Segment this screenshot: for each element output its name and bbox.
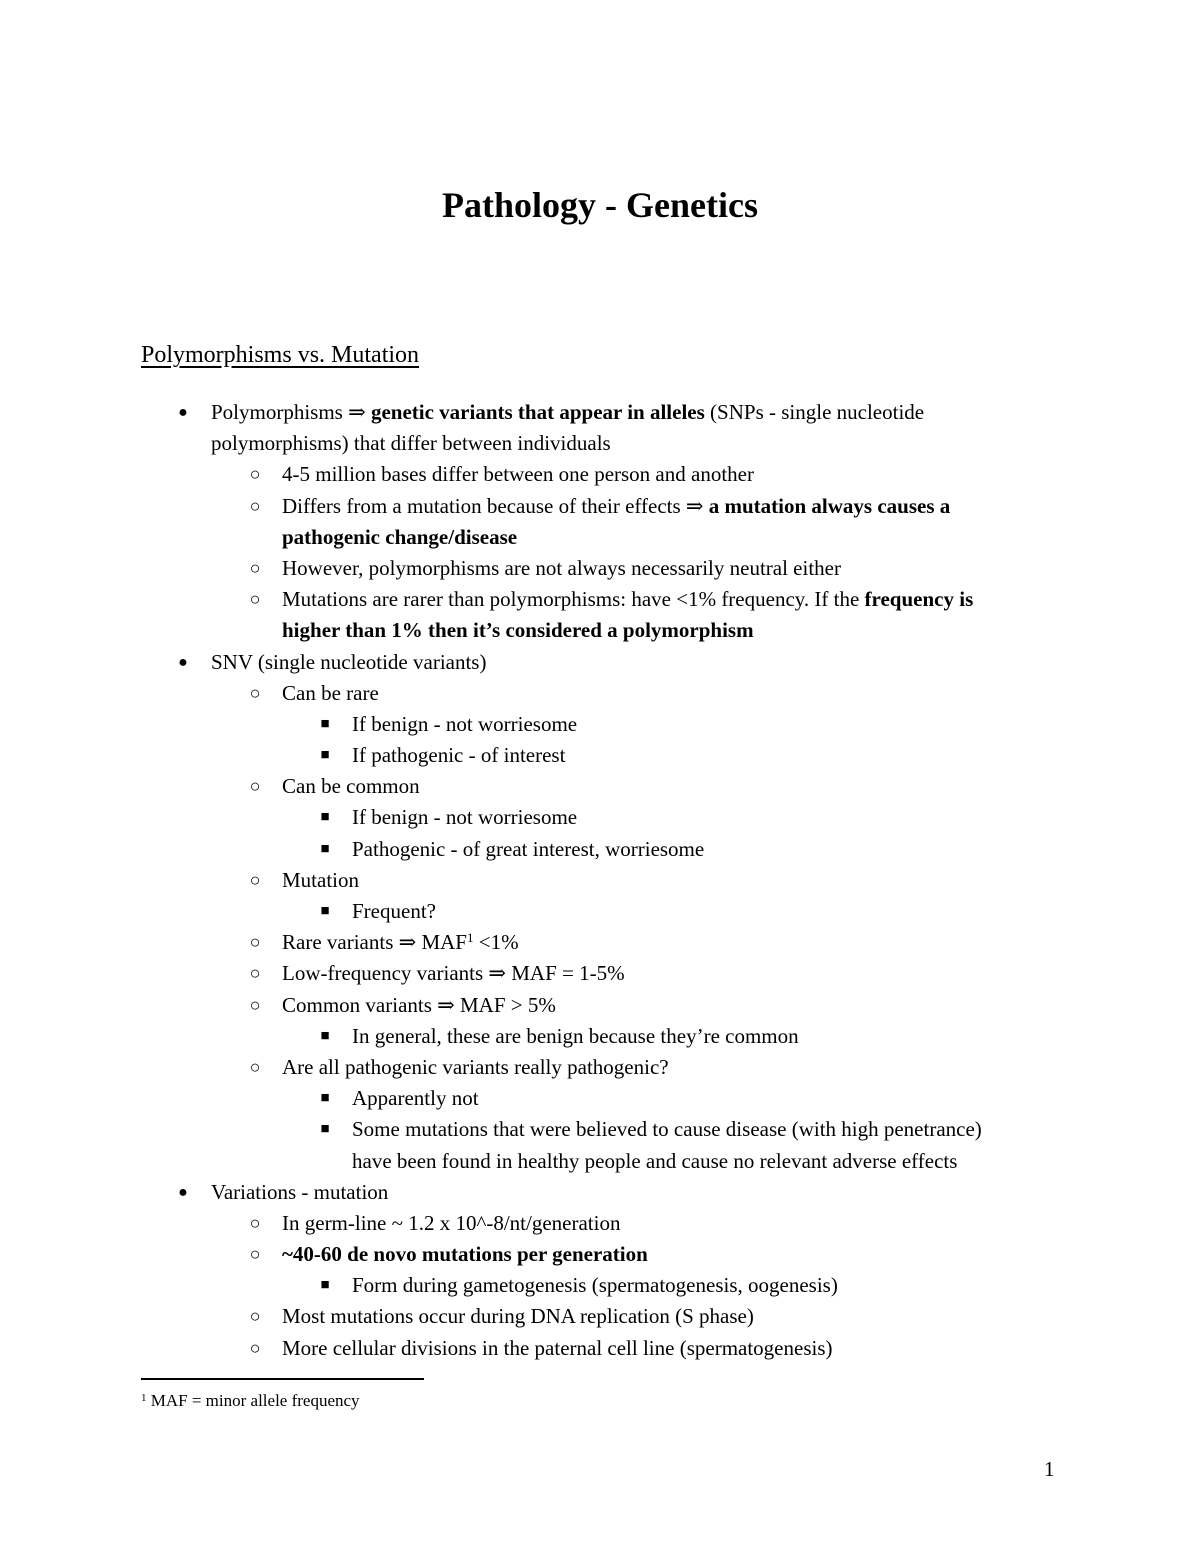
list-item-text: If pathogenic - of interest	[352, 743, 566, 768]
list-item	[0, 1239, 1200, 1270]
list-item-text: If benign - not worriesome	[352, 805, 578, 830]
list-item-text: Mutations are rarer than polymorphisms: have <1% frequency. If the frequency is	[282, 587, 974, 612]
list-item	[0, 802, 1200, 833]
list-item-continuation	[0, 615, 1200, 646]
square-bullet-icon: ■	[320, 903, 330, 919]
footnote-text: MAF = minor allele frequency	[146, 1391, 360, 1410]
square-bullet-icon: ■	[320, 715, 330, 732]
list-item	[0, 1177, 1200, 1208]
list-item	[0, 834, 1200, 865]
disc-bullet-icon: ●	[178, 404, 188, 421]
circle-bullet-icon: ○	[249, 1056, 261, 1077]
list-item	[0, 990, 1200, 1021]
footnote	[141, 1390, 360, 1412]
list-item-text: Some mutations that were believed to cause disease (with high penetrance)	[352, 1117, 982, 1142]
list-item	[0, 459, 1200, 490]
list-item-text: Pathogenic - of great interest, worriesome	[352, 836, 705, 861]
list-item-text: higher than 1% then it’s considered a polymorphism	[282, 618, 754, 643]
list-item-text: However, polymorphisms are not always necessarily neutral either	[282, 555, 841, 580]
list-item-text: Common variants ⇒ MAF > 5%	[282, 992, 556, 1017]
list-item-text: In germ-line ~ 1.2 x 10^-8/nt/generation	[282, 1210, 621, 1235]
list-item-text: Mutation	[282, 867, 359, 892]
list-item-text: Can be common	[282, 774, 420, 799]
list-item-text: If benign - not worriesome	[352, 711, 578, 736]
list-item-text: Most mutations occur during DNA replication (S phase)	[282, 1304, 754, 1329]
list-item-continuation	[0, 522, 1200, 553]
list-item-text: Are all pathogenic variants really pathogenic?	[282, 1054, 669, 1079]
list-item-text: pathogenic change/disease	[282, 524, 518, 549]
notes-list	[0, 397, 1200, 1364]
circle-bullet-icon: ○	[249, 1244, 261, 1265]
list-item	[0, 1083, 1200, 1114]
list-item-text: Polymorphisms ⇒ genetic variants that appear in alleles (SNPs - single nucleotide	[211, 400, 925, 424]
list-item-text: Frequent?	[352, 899, 436, 923]
circle-bullet-icon: ○	[249, 557, 261, 578]
list-item-text: More cellular divisions in the paternal cell line (spermatogenesis)	[282, 1335, 833, 1360]
square-bullet-icon: ■	[320, 1090, 330, 1107]
circle-bullet-icon: ○	[249, 963, 261, 984]
list-item-text: Variations - mutation	[211, 1179, 389, 1204]
footnote-reference[interactable]: 1	[466, 930, 474, 946]
list-item	[0, 491, 1200, 522]
list-item-text: In general, these are benign because they’re common	[352, 1023, 799, 1048]
disc-bullet-icon: ●	[178, 1183, 188, 1201]
circle-bullet-icon: ○	[249, 1212, 261, 1233]
list-item	[0, 865, 1200, 896]
list-item	[0, 958, 1200, 989]
list-item-continuation	[0, 428, 1200, 459]
page-title: Pathology - Genetics	[442, 185, 758, 225]
list-item	[0, 1021, 1200, 1052]
list-item	[0, 896, 1200, 927]
circle-bullet-icon: ○	[249, 1337, 261, 1358]
list-item-continuation	[0, 1146, 1200, 1177]
list-item	[0, 1208, 1200, 1239]
list-item	[0, 1270, 1200, 1301]
list-item	[0, 740, 1200, 771]
circle-bullet-icon: ○	[249, 776, 261, 797]
circle-bullet-icon: ○	[249, 682, 261, 703]
footnote-marker: 1	[141, 1392, 147, 1404]
list-item-text: have been found in healthy people and cause no relevant adverse effects	[352, 1148, 958, 1173]
list-item	[0, 1052, 1200, 1083]
circle-bullet-icon: ○	[249, 932, 261, 953]
list-item	[0, 771, 1200, 802]
square-bullet-icon: ■	[320, 1027, 330, 1044]
list-item-text: Can be rare	[282, 680, 379, 705]
circle-bullet-icon: ○	[249, 869, 261, 890]
list-item-text: Form during gametogenesis (spermatogenesis, oogenesis)	[352, 1273, 838, 1298]
circle-bullet-icon: ○	[249, 589, 261, 610]
disc-bullet-icon: ●	[178, 653, 188, 671]
page-number: 1	[1044, 1457, 1055, 1481]
square-bullet-icon: ■	[320, 747, 330, 764]
list-item-text: 4-5 million bases differ between one person and another	[282, 462, 754, 487]
circle-bullet-icon: ○	[249, 994, 261, 1015]
list-item	[0, 647, 1200, 678]
circle-bullet-icon: ○	[249, 1306, 261, 1327]
footnote-divider	[141, 1378, 424, 1380]
list-item-text: ~40-60 de novo mutations per generation	[282, 1242, 648, 1267]
list-item-text: Apparently not	[352, 1086, 479, 1111]
list-item	[0, 678, 1200, 709]
list-item-text: SNV (single nucleotide variants)	[211, 649, 487, 674]
list-item	[0, 927, 1200, 958]
circle-bullet-icon: ○	[249, 495, 261, 516]
section-heading: Polymorphisms vs. Mutation	[141, 342, 420, 368]
list-item	[0, 584, 1200, 615]
square-bullet-icon: ■	[320, 1121, 330, 1138]
list-item	[0, 1114, 1200, 1145]
list-item-text: Rare variants ⇒ $MAF^1 <1\%$	[282, 930, 519, 955]
square-bullet-icon: ■	[320, 840, 330, 857]
list-item-text: Differs from a mutation because of their effects ⇒ a mutation always causes a	[282, 493, 951, 518]
list-item	[0, 553, 1200, 584]
circle-bullet-icon: ○	[249, 464, 261, 485]
square-bullet-icon: ■	[320, 1277, 330, 1294]
square-bullet-icon: ■	[320, 809, 330, 826]
list-item-text: Low-frequency variants ⇒ MAF = 1-5%	[282, 961, 625, 986]
list-item	[0, 1333, 1200, 1364]
list-item	[0, 1301, 1200, 1332]
list-item	[0, 709, 1200, 740]
list-item	[0, 397, 1200, 428]
list-item-text: polymorphisms) that differ between individuals	[211, 431, 611, 456]
